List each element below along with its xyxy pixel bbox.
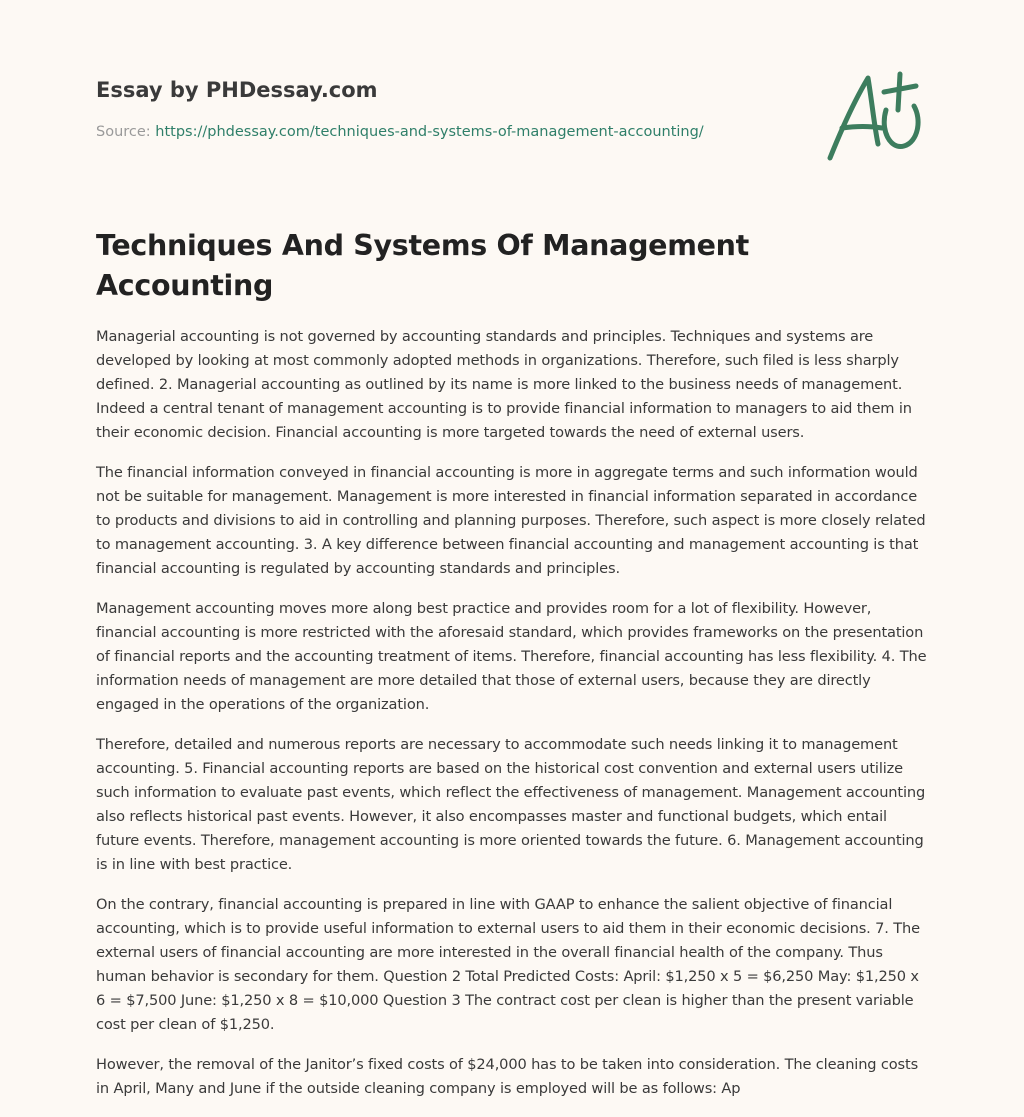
article-paragraph: On the contrary, financial accounting is prepared in line with GAAP to enhance the salient objective of financial accounting, which is to provide useful information to external users to aid them in their economic decisions. 7. The external users of financial accounting are more interested in the overall financial health of the company. Thus human behavior is secondary for them. Question 2 Total Predicted Costs: April: $1,250 x 5 = $6,250 May: $1,250 x 6 = $7,500 June: $1,250 x 8 = $10,000 Question 3 The contract cost per clean is higher than the present variable cost per clean of $1,250. bbox=[96, 896, 920, 1033]
article-paragraph: Therefore, detailed and numerous reports are necessary to accommodate such needs linking it to management accounting. 5. Financial accounting reports are based on the historical cost convention and external users utilize such information to evaluate past events, which reflect the effectiveness of management. Management accounting also reflects historical past events. However, it also encompasses master and functional budgets, which entail future events. Therefore, management accounting is more oriented towards the future. 6. Management accounting is in line with best practice. bbox=[96, 736, 926, 873]
article-paragraph: Managerial accounting is not governed by accounting standards and principles. Techniques and systems are developed by looking at most commonly adopted methods in organizations. Therefore, such filed is less sharply defined. 2. Managerial accounting as outlined by its name is more linked to the business needs of management. Indeed a central tenant of management accounting is to provide financial information to managers to aid them in their economic decision. Financial accounting is more targeted towards the need of external users. bbox=[96, 328, 912, 441]
article bbox=[96, 226, 930, 1117]
article-paragraph: The financial information conveyed in financial accounting is more in aggregate terms and such information would not be suitable for management. Management is more interested in financial information separated in accordance to products and divisions to aid in controlling and planning purposes. Therefore, such aspect is more closely related to management accounting. 3. A key difference between financial accounting and management accounting is that financial accounting is regulated by accounting standards and principles. bbox=[96, 464, 926, 577]
article-paragraph: However, the removal of the Janitor’s fixed costs of $24,000 has to be taken into consideration. The cleaning costs in April, Many and June if the outside cleaning company is employed will be as follows: Ap bbox=[96, 1056, 919, 1097]
page-header bbox=[96, 76, 796, 142]
article-paragraph: Management accounting moves more along best practice and provides room for a lot of flexibility. However, financial accounting is more restricted with the aforesaid standard, which provides frameworks on the presentation of financial reports and the accounting treatment of items. Therefore, financial accounting has less flexibility. 4. The information needs of management are more detailed that those of external users, because they are directly engaged in the operations of the organization. bbox=[96, 600, 927, 713]
source-line bbox=[96, 122, 796, 142]
a-plus-grade-icon bbox=[824, 68, 928, 164]
article-title: Techniques And Systems Of Management Accounting bbox=[96, 229, 749, 302]
source-label: Source: bbox=[96, 124, 151, 140]
source-link[interactable]: https://phdessay.com/techniques-and-systems-of-management-accounting/ bbox=[155, 124, 704, 140]
site-title: Essay by PHDessay.com bbox=[96, 78, 378, 102]
